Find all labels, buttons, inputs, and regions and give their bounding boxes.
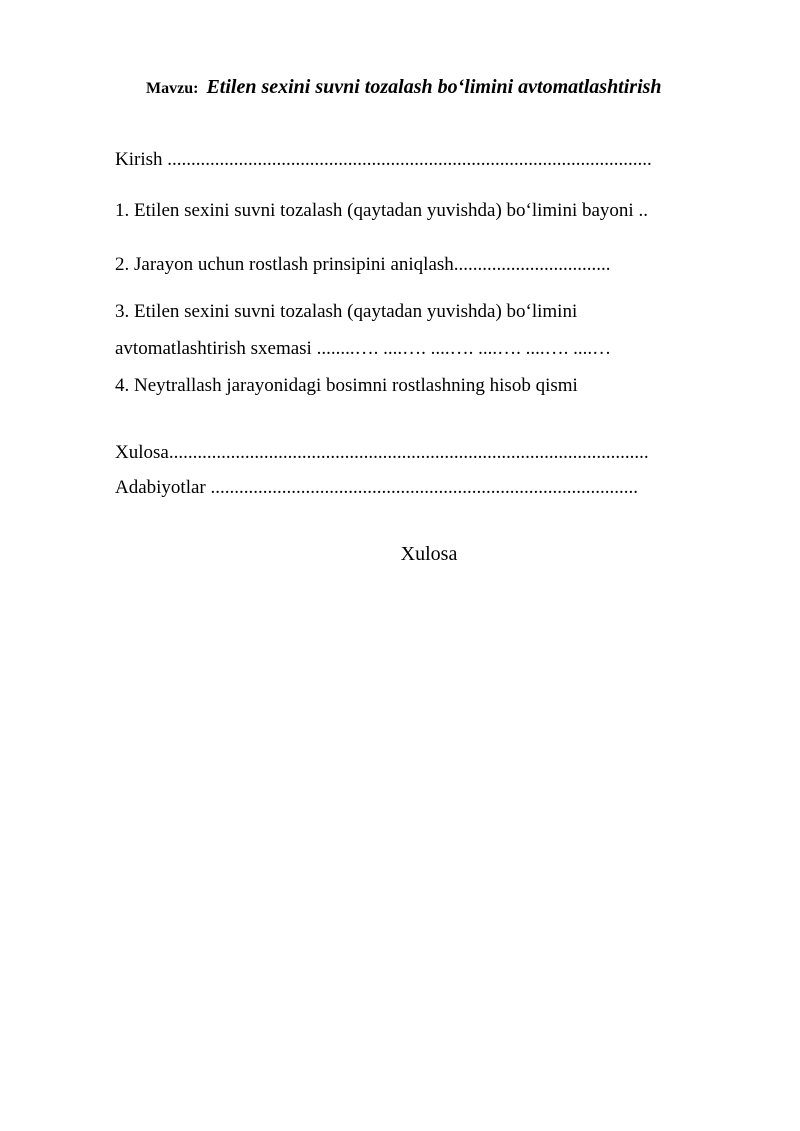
toc-entry-1: 1. Etilen sexini suvni tozalash (qaytadan yuvishda) bo‘limini bayoni .. (115, 200, 648, 221)
toc-entry-introduction: Kirish ...................................................................................................... (115, 149, 652, 170)
toc-entry-3-continuation: avtomatlashtirish sxemasi ........…. ....…. ....…. ....…. ....…. ....… (115, 338, 612, 359)
section-heading: Xulosa (400, 543, 458, 565)
title-prefix: Mavzu: (146, 80, 199, 97)
toc-entry-3: 3. Etilen sexini suvni tozalash (qaytadan yuvishda) bo‘limini (115, 301, 578, 322)
toc-entry-references: Adabiyotlar .......................................................................................... (115, 477, 639, 498)
toc-entry-conclusion: Xulosa..................................................................................................... (115, 442, 649, 463)
document-title (146, 76, 662, 99)
toc-entry-4: 4. Neytrallash jarayonidagi bosimni rostlashning hisob qismi (115, 375, 578, 396)
toc-entry-2: 2. Jarayon uchun rostlash prinsipini aniqlash................................. (115, 254, 611, 275)
title-topic: Etilen sexini suvni tozalash bo‘limini avtomatlashtirish (206, 76, 662, 98)
